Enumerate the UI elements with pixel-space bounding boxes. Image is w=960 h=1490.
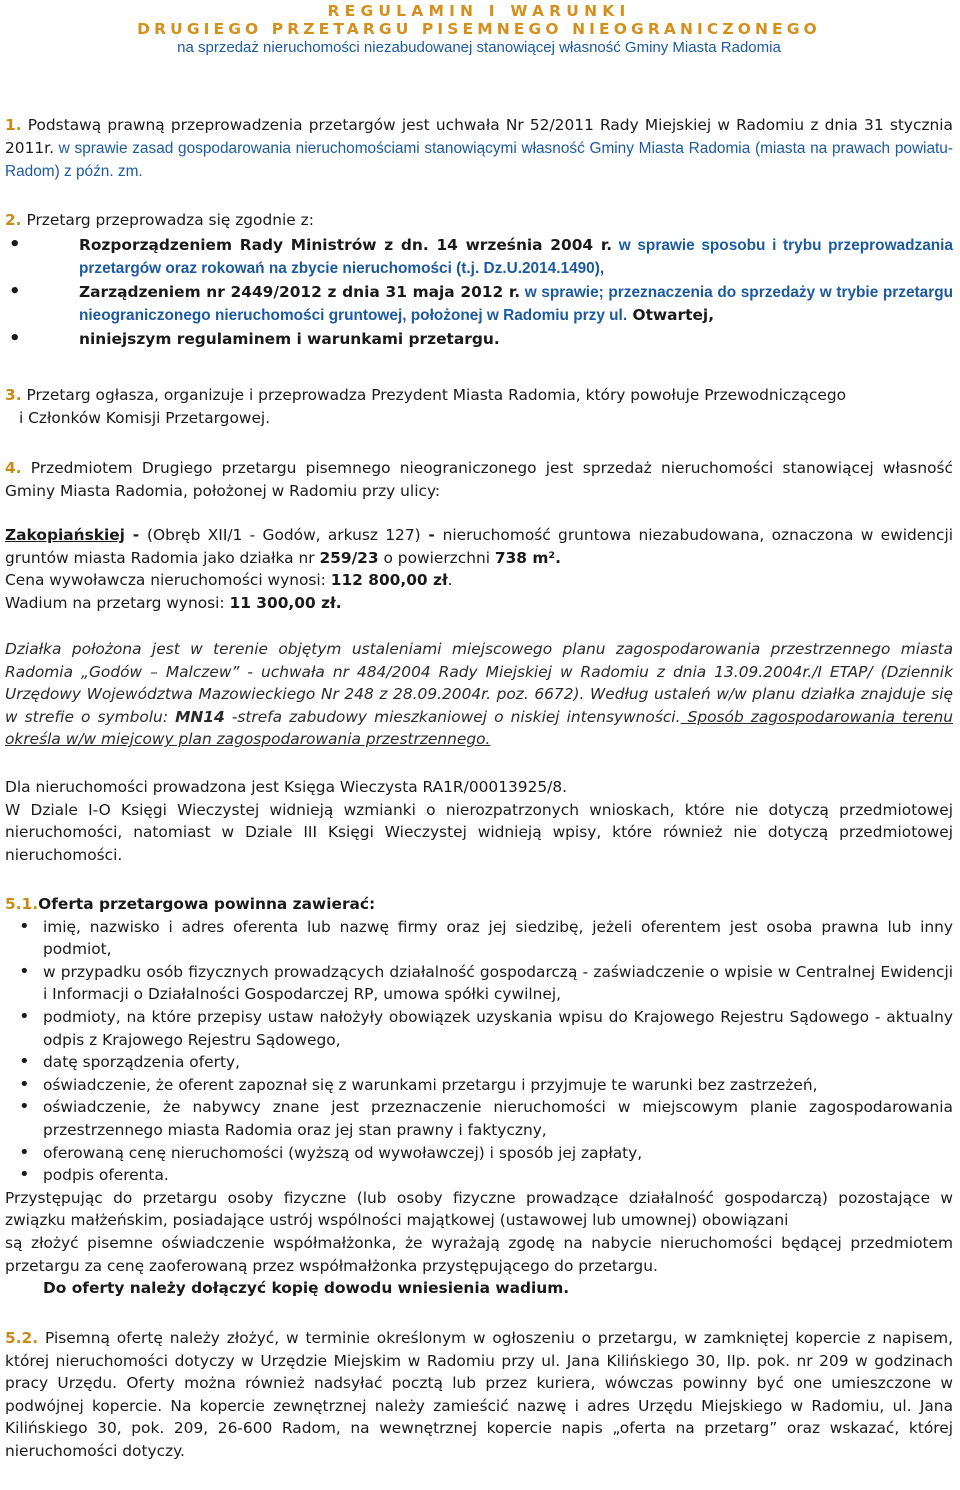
offer-requirement-item: • w przypadku osób fizycznych prowadzących działalność gospodarczą - zaświadczenie o wpisie w Centralnej Ewidencji i Informacji o Działalności Gospodarczej RP, umowa spółki cywilnej,	[5, 961, 953, 1006]
section-3-text-2: i Członków Komisji Przetargowej.	[19, 408, 271, 427]
list-item-text: Zarządzeniem nr 2449/2012 z dnia 31 maja 2012 r.	[79, 282, 521, 301]
list-item-text-b: w sprawie sposobu i trybu przeprowadzania przetargów oraz rokowań na zbycie nieruchomości (t.j. Dz.U.2014.1490),	[79, 236, 953, 278]
section-1-text-b: w sprawie zasad gospodarowania nieruchomościami stanowiącymi własność Gminy Miasta Radomia (miasta na prawach powiatu-Radom) z późn. zm.	[5, 139, 953, 181]
section-2-intro: Przetarg przeprowadza się zgodnie z:	[26, 211, 314, 229]
section-4-text: Przedmiotem Drugiego przetargu pisemnego nieograniczonego jest sprzedaż nieruchomości stanowiącej własność Gminy Miasta Radomia, położonej w Radomiu przy ulicy:	[5, 459, 953, 500]
separator: -	[420, 526, 443, 545]
section-1	[5, 114, 953, 184]
land-register-line: Dla nieruchomości prowadzona jest Księga Wieczysta RA1R/00013925/8.	[5, 778, 568, 796]
section-4	[5, 457, 953, 615]
plan-text-c: -strefa zabudowy mieszkaniowej o niskiej intensywności.	[224, 707, 681, 726]
section-3-text: Przetarg ogłasza, organizuje i przeprowadza Prezydent Miasta Radomia, który powołuje Przewodniczącego	[26, 386, 847, 404]
document-header	[5, 0, 953, 58]
list-item	[5, 234, 953, 281]
section-3-number: 3.	[5, 386, 22, 404]
section-3	[5, 384, 953, 429]
wadium-proof-note: Do oferty należy dołączyć kopię dowodu wniesienia wadium.	[43, 1279, 570, 1298]
offer-requirement-item: • oświadczenie, że nabywcy znane jest przeznaczenie nieruchomości w miejscowym planie zagospodarowania przestrzennego miasta Radomia oraz jej stan prawny i faktyczny,	[5, 1096, 953, 1141]
section-5-2-text: Pisemną ofertę należy złożyć, w terminie określonym w ogłoszeniu o przetargu, w zamkniętej kopercie z napisem, której nieruchomości dotyczy w Urzędzie Miejskim w Radomiu przy ul. Jana Kilińskiego 30, IIp. pok. nr 209 w godzinach pracy Urzędu. Oferty można również nadsyłać pocztą lub przez kuriera, wówczas powinny być one umieszczone w podwójnej kopercie. Na kopercie zewnętrznej należy zamieścić nazwę i adres Urzędu Miejskiego w Radomiu, ul. Jana Kilińskiego 30, pok. 209, 26-600 Radom, na wewnętrznej kopercie napis „oferta na przetarg” oraz wskazać, której nieruchomości dotyczy.	[5, 1329, 953, 1460]
street-description: (Obręb XII/1 - Godów, arkusz 127)	[146, 526, 421, 545]
price-label: Cena wywoławcza nieruchomości wynosi:	[5, 571, 331, 590]
parcel-area: 738 m²	[494, 548, 556, 567]
plan-text: Działka położona jest w terenie objętym ustaleniami miejscowego planu zagospodarowania przestrzennego miasta Radomia „Godów – Malczew” - uchwała nr 484/2004 Rady Miejskiej w Radomiu z dnia 13.09.2004r./I ETAP/ (Dziennik Urzędowy Województwa Mazowieckiego Nr 248 z 28.09.2004r. poz. 6672).	[5, 640, 953, 704]
header-subtitle: DRUGIEGO PRZETARGU PISEMNEGO NIEOGRANICZONEGO	[137, 20, 821, 38]
header-title: REGULAMIN I WARUNKI	[327, 2, 631, 20]
land-register-note: W Dziale I-O Księgi Wieczystej widnieją wzmianki o nierozpatrzonych wnioskach, które nie dotyczą przedmiotowej nieruchomości, natomiast w Dziale III Księgi Wieczystej widnieją wpisy, które również nie dotyczą przedmiotowej nieruchomości.	[5, 800, 953, 864]
wadium-label: Wadium na przetarg wynosi:	[5, 593, 230, 612]
list-item-text: niniejszym regulaminem i warunkami przetargu.	[79, 329, 500, 348]
offer-requirement-item: • podpis oferenta.	[5, 1164, 953, 1187]
separator: -	[124, 526, 147, 545]
offer-requirement-item: • imię, nazwisko i adres oferenta lub nazwę firmy oraz jej siedzibę, jeżeli oferentem jest osoba prawna lub inny podmiot,	[5, 916, 953, 961]
price-value: 112 800,00 zł	[330, 571, 448, 590]
header-description: na sprzedaż nieruchomości niezabudowanej stanowiącej własność Gminy Miasta Radomia	[177, 39, 781, 56]
section-5-1-title: Oferta przetargowa powinna zawierać:	[38, 895, 376, 913]
section-1-number: 1.	[5, 116, 22, 134]
list-item	[5, 281, 953, 328]
spouse-paragraph: Przystępując do przetargu osoby fizyczne (lub osoby fizyczne prowadzące działalność gospodarczą) pozostające w związku małżeńskim, posiadające ustrój wspólności majątkowej (ustawowej lub umownej) obowiązani	[5, 1188, 953, 1230]
offer-requirement-item: • datę sporządzenia oferty,	[5, 1051, 953, 1074]
wadium-value: 11 300,00 zł.	[229, 593, 342, 612]
street-name: Zakopiańskiej	[5, 526, 125, 545]
list-item	[5, 328, 953, 351]
list-item-text-b: w sprawie; przeznaczenia do sprzedaży w trybie przetargu nieograniczonego nieruchomości gruntowej, położonej w Radomiu przy ul.	[79, 283, 953, 325]
land-register	[5, 776, 953, 866]
offer-requirement-item: • podmioty, na które przepisy ustaw nałożyły obowiązek uzyskania wpisu do Krajowego Rejestru Sądowego - aktualny odpis z Krajowego Rejestru Sądowego,	[5, 1006, 953, 1051]
list-item-text: Rozporządzeniem Rady Ministrów z dn. 14 września 2004 r.	[79, 235, 613, 254]
list-item-text-c: Otwartej,	[627, 306, 715, 325]
section-5-2	[5, 1327, 953, 1463]
price-end: .	[447, 571, 453, 590]
parcel-number: 259/23	[319, 548, 379, 567]
zone-symbol: MN14	[175, 707, 225, 726]
zoning-plan-paragraph	[5, 638, 953, 751]
section-2	[5, 209, 953, 351]
section-5-1	[5, 893, 953, 1300]
plan-text-d: Sposób zagospodarowania terenu określa w/w miejcowy plan zagospodarowania przestrzennego.	[5, 707, 953, 749]
spouse-paragraph-2: są złożyć pisemne oświadczenie współmałżonka, że wyrażają zgodę na nabycie nieruchomości będącej przedmiotem przetargu za cenę zaoferowaną przez współmałżonka przystępującego do przetargu.	[5, 1233, 953, 1275]
property-description-end: .	[555, 548, 561, 567]
section-5-1-number: 5.1.	[5, 895, 39, 913]
property-description: nieruchomość gruntowa niezabudowana, oznaczona w ewidencji gruntów miasta Radomia jako działka nr	[5, 526, 953, 567]
property-description-2: o powierzchni	[378, 548, 495, 567]
plan-text-b: Według ustaleń w/w planu działka znajduje się w strefie o symbolu:	[5, 685, 953, 726]
section-2-number: 2.	[5, 211, 22, 229]
section-5-2-number: 5.2.	[5, 1329, 39, 1347]
offer-requirement-item: • oświadczenie, że oferent zapoznał się z warunkami przetargu i przyjmuje te warunki bez zastrzeżeń,	[5, 1074, 953, 1097]
section-4-number: 4.	[5, 459, 22, 477]
offer-requirements-list	[5, 916, 953, 1187]
offer-requirement-item: • oferowaną cenę nieruchomości (wyższą od wywoławczej) i sposób jej zapłaty,	[5, 1142, 953, 1165]
section-1-text: Podstawą prawną przeprowadzenia przetargów jest uchwała Nr 52/2011 Rady Miejskiej w Radomiu z dnia 31 stycznia 2011r.	[5, 116, 953, 157]
